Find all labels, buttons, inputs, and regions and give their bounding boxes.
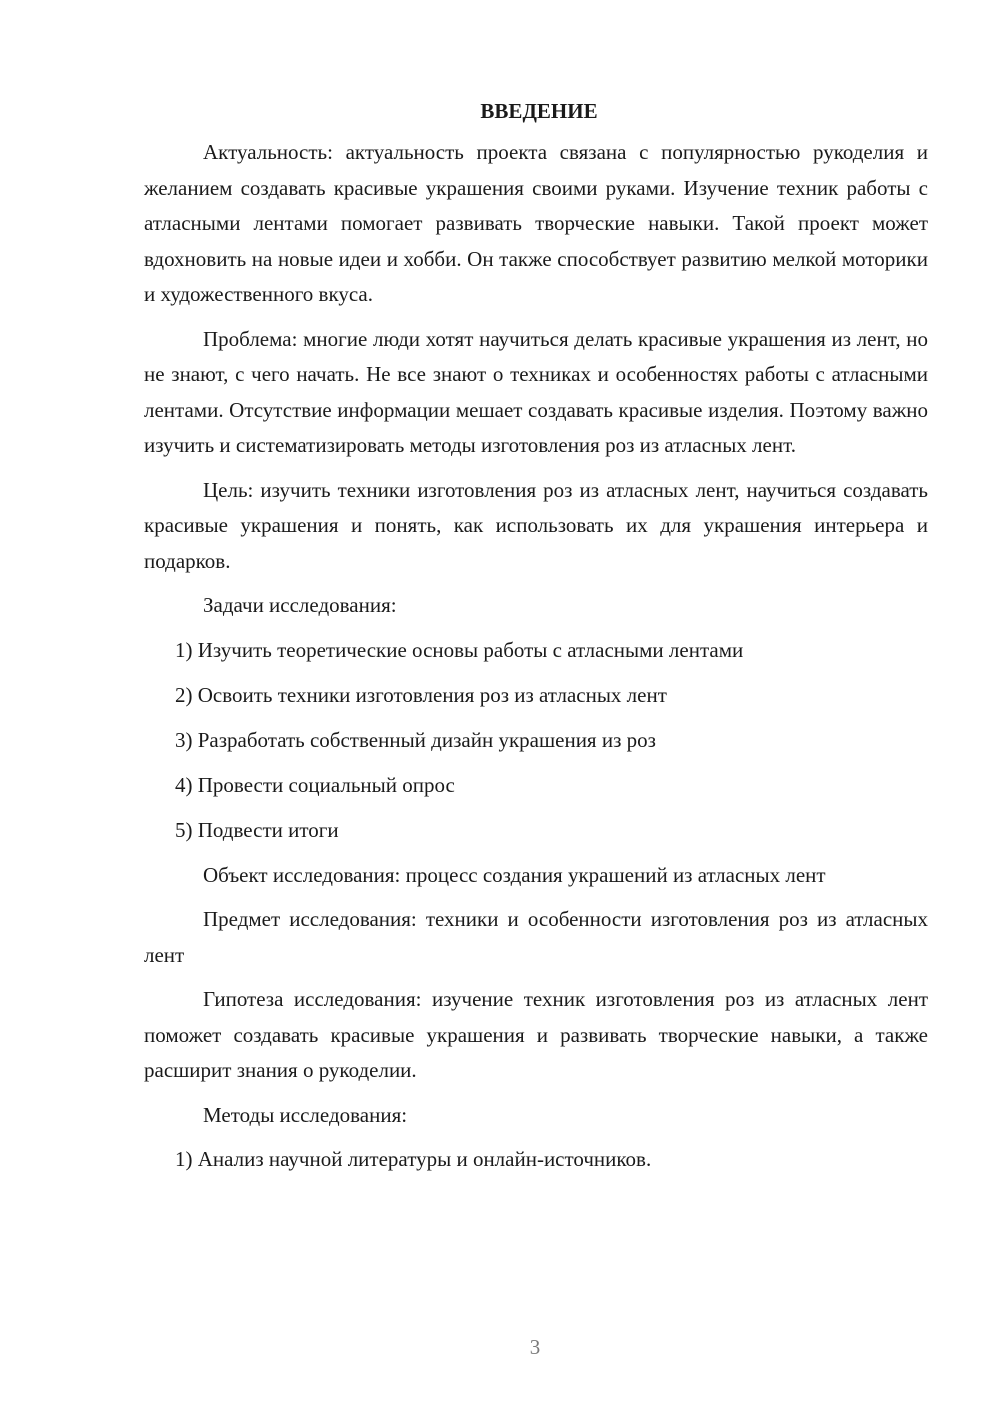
list-item: 2) Освоить техники изготовления роз из атласных лент	[175, 682, 667, 707]
methods-label: Методы исследования:	[203, 1102, 408, 1127]
section-title: ВВЕДЕНИЕ	[480, 99, 598, 123]
problem-paragraph: Проблема: многие люди хотят научиться делать красивые украшения из лент, но не знают, с чего начать. Не все знают о техниках и особенностях работы с атласными лентами. Отсутствие информации мешает создавать красивые изделия. Поэтому важно изучить и систематизировать методы изготовления роз из атласных лент.	[144, 326, 928, 457]
list-item: 3) Разработать собственный дизайн украшения из роз	[175, 727, 656, 752]
object-paragraph: Объект исследования: процесс создания украшений из атласных лент	[203, 862, 826, 887]
relevance-paragraph: Актуальность: актуальность проекта связана с популярностью рукоделия и желанием создавать красивые украшения своими руками. Изучение техник работы с атласными лентами помогает развивать творческие навыки. Такой проект может вдохновить на новые идеи и хобби. Он также способствует развитию мелкой моторики и художественного вкуса.	[144, 140, 928, 306]
tasks-label: Задачи исследования:	[203, 593, 397, 617]
page-content	[144, 97, 928, 1187]
page-number: 3	[529, 1335, 541, 1359]
methods-list	[144, 1142, 928, 1178]
tasks-list	[144, 633, 928, 849]
subject-paragraph: Предмет исследования: техники и особенности изготовления роз из атласных лент	[144, 907, 928, 967]
list-item: 5) Подвести итоги	[175, 817, 339, 842]
hypothesis-paragraph: Гипотеза исследования: изучение техник изготовления роз из атласных лент поможет создавать красивые украшения и развивать творческие навыки, а также расширит знания о рукоделии.	[144, 987, 928, 1082]
list-item: 1) Анализ научной литературы и онлайн-источников.	[175, 1147, 652, 1171]
list-item: 1) Изучить теоретические основы работы с атласными лентами	[175, 637, 744, 662]
goal-paragraph: Цель: изучить техники изготовления роз из атласных лент, научиться создавать красивые украшения и понять, как использовать их для украшения интерьера и подарков.	[144, 477, 928, 573]
list-item: 4) Провести социальный опрос	[175, 772, 455, 797]
